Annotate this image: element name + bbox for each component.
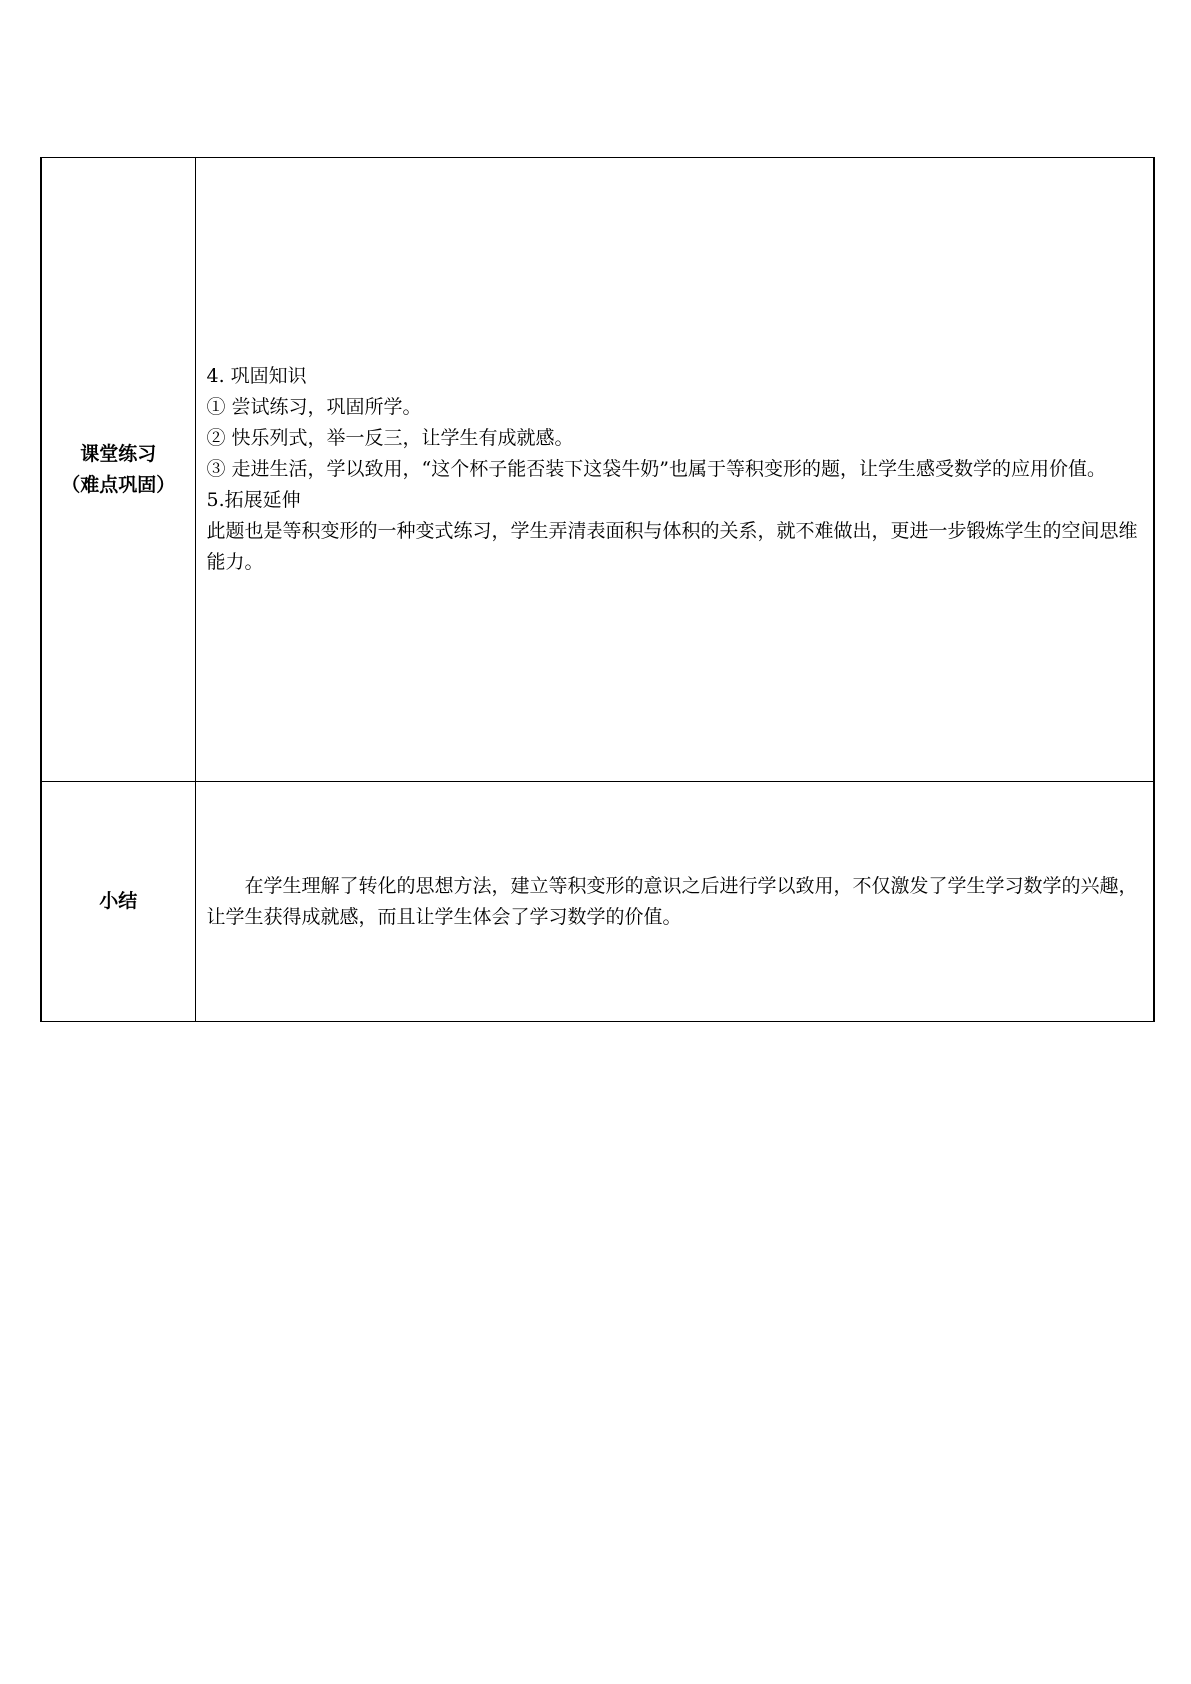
summary-text: 在学生理解了转化的思想方法，建立等积变形的意识之后进行学以致用，不仅激发了学生学习数学的兴趣，让学生获得成就感，而且让学生体会了学习数学的价值。 xyxy=(206,874,1138,928)
summary-label-cell xyxy=(41,782,195,1022)
practice-item-2: ② 快乐列式，举一反三，让学生有成就感。 xyxy=(206,427,574,449)
practice-label-cell xyxy=(41,158,195,782)
lesson-plan-table xyxy=(40,157,1155,1022)
practice-row xyxy=(41,158,1154,782)
practice-item-3: ③ 走进生活，学以致用，“这个杯子能否装下这袋牛奶”也属于等积变形的题，让学生感受数学的应用价值。 xyxy=(206,458,1106,480)
practice-label-subtitle: （难点巩固） xyxy=(61,473,176,496)
summary-content-cell xyxy=(195,782,1154,1022)
practice-label-title: 课堂练习 xyxy=(80,442,157,465)
practice-heading-consolidate: 4. 巩固知识 xyxy=(206,365,307,387)
practice-content-cell xyxy=(195,158,1154,782)
summary-row xyxy=(41,782,1154,1022)
summary-label: 小结 xyxy=(99,890,138,912)
practice-heading-extension: 5.拓展延伸 xyxy=(206,489,301,511)
practice-extension-text: 此题也是等积变形的一种变式练习，学生弄清表面积与体积的关系，就不难做出，更进一步锻炼学生的空间思维能力。 xyxy=(206,520,1138,573)
practice-item-1: ① 尝试练习，巩固所学。 xyxy=(206,396,422,418)
